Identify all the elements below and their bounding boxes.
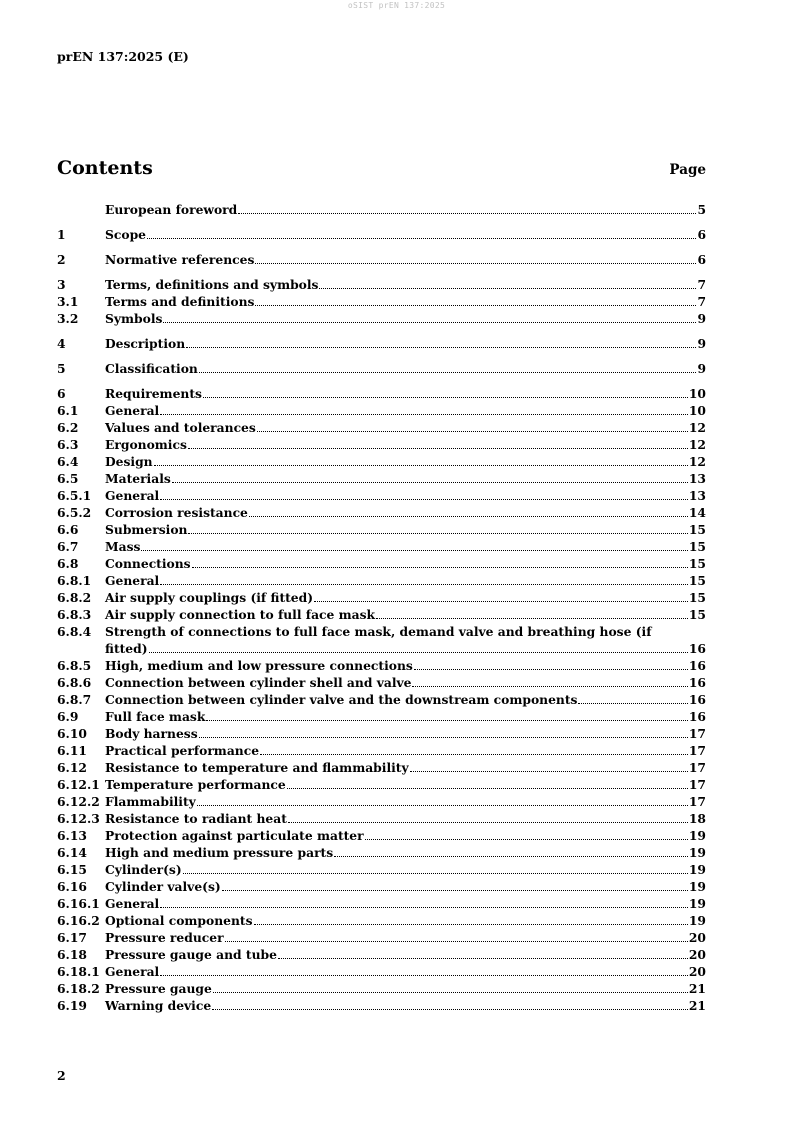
- toc-entry-page: 20: [688, 964, 706, 979]
- toc-entry-title: Resistance to radiant heat: [105, 811, 287, 826]
- dot-leader: [414, 669, 688, 670]
- toc-entry-number: 6.13: [57, 828, 87, 843]
- toc-entry[interactable]: [57, 251, 706, 268]
- toc-entry-title: Materials: [105, 471, 171, 486]
- toc-entry-title: Corrosion resistance: [105, 505, 248, 520]
- toc-entry-number: 6.11: [57, 743, 87, 758]
- dot-leader: [314, 601, 688, 602]
- toc-entry-title: Body harness: [105, 726, 198, 741]
- toc-entry-title: Description: [105, 336, 186, 351]
- toc-entry-title: Full face mask: [105, 709, 206, 724]
- dot-leader: [199, 372, 697, 373]
- toc-entry-number: 6.10: [57, 726, 87, 741]
- toc-entry-title: Connections: [105, 556, 191, 571]
- toc-entry-title: General: [105, 964, 160, 979]
- dot-leader: [257, 431, 688, 432]
- toc-entry-page: 13: [688, 488, 706, 503]
- toc-entry[interactable]: [57, 929, 706, 946]
- toc-entry-page: 21: [688, 981, 706, 996]
- dot-leader: [287, 788, 688, 789]
- toc-entry-number: 6.16: [57, 879, 87, 894]
- toc-entry-page: 6: [697, 252, 706, 267]
- toc-entry-number: 6.12: [57, 760, 87, 775]
- toc-entry-title: Mass: [105, 539, 141, 554]
- dot-leader: [160, 975, 688, 976]
- toc-entry[interactable]: [57, 385, 706, 402]
- dot-leader: [288, 822, 688, 823]
- toc-entry-number: 6.5.2: [57, 505, 92, 520]
- toc-entry-number: 6.2: [57, 420, 79, 435]
- dot-leader: [160, 584, 688, 585]
- toc-entry-number: 6.16.1: [57, 896, 100, 911]
- toc-entry[interactable]: [57, 878, 706, 895]
- toc-entry-number: 6.8.6: [57, 675, 92, 690]
- toc-entry-number: 6.1: [57, 403, 79, 418]
- toc-entry[interactable]: [57, 293, 706, 310]
- toc-entry-page: 17: [688, 777, 706, 792]
- toc-entry-title: Ergonomics: [105, 437, 187, 452]
- toc-entry-page: 17: [688, 794, 706, 809]
- toc-entry-title: Submersion: [105, 522, 188, 537]
- toc-entry-title: Air supply connection to full face mask: [105, 607, 376, 622]
- toc-entry-title: General: [105, 403, 160, 418]
- toc-entry-title: Cylinder valve(s): [105, 879, 221, 894]
- toc-entry-page: 16: [688, 709, 706, 724]
- toc-entry-title: Terms, definitions and symbols: [105, 277, 319, 292]
- toc-entry-page: 9: [697, 361, 706, 376]
- toc-entry-page: 12: [688, 437, 706, 452]
- toc-entry[interactable]: [57, 657, 706, 674]
- dot-leader: [186, 347, 696, 348]
- toc-entry[interactable]: [57, 606, 706, 623]
- toc-entry-page: 10: [688, 403, 706, 418]
- toc-entry-page: 13: [688, 471, 706, 486]
- toc-entry-number: 3: [57, 277, 66, 292]
- toc-entry-title: Classification: [105, 361, 198, 376]
- toc-entry-page: 18: [688, 811, 706, 826]
- toc-entry-number: 6.18: [57, 947, 87, 962]
- toc-entry[interactable]: [57, 201, 706, 218]
- toc-entry[interactable]: [57, 742, 706, 759]
- toc-entry[interactable]: [57, 776, 706, 793]
- toc-entry-title: Air supply couplings (if fitted): [105, 590, 314, 605]
- toc-entry-number: 6.8: [57, 556, 79, 571]
- toc-entry[interactable]: [57, 708, 706, 725]
- toc-entry[interactable]: [57, 997, 706, 1014]
- toc-entry[interactable]: [57, 725, 706, 742]
- dot-leader: [410, 771, 688, 772]
- dot-leader: [188, 448, 688, 449]
- toc-entry-number: 6.8.4: [57, 624, 92, 639]
- dot-leader: [249, 516, 688, 517]
- toc-entry[interactable]: [57, 623, 706, 657]
- toc-entry-title: High and medium pressure parts: [105, 845, 334, 860]
- toc-entry-title: Values and tolerances: [105, 420, 256, 435]
- toc-entry-title: Pressure reducer: [105, 930, 224, 945]
- toc-entry-title: Terms and definitions: [105, 294, 255, 309]
- dot-leader: [238, 213, 696, 214]
- toc-entry[interactable]: [57, 912, 706, 929]
- toc-entry-title: General: [105, 896, 160, 911]
- dot-leader: [254, 924, 688, 925]
- toc-entry[interactable]: [57, 861, 706, 878]
- toc-entry-page: 12: [688, 420, 706, 435]
- toc-entry[interactable]: [57, 793, 706, 810]
- toc-entry-number: 6.8.3: [57, 607, 92, 622]
- dot-leader: [278, 958, 688, 959]
- toc-entry-number: 6.12.2: [57, 794, 100, 809]
- toc-entry[interactable]: [57, 963, 706, 980]
- dot-leader: [147, 238, 696, 239]
- toc-entry[interactable]: [57, 674, 706, 691]
- toc-entry[interactable]: [57, 589, 706, 606]
- toc-entry-title: Pressure gauge and tube: [105, 947, 277, 962]
- toc-entry-number: 6.5.1: [57, 488, 92, 503]
- toc-entry-page: 15: [688, 539, 706, 554]
- dot-leader: [578, 703, 687, 704]
- dot-leader: [365, 839, 688, 840]
- toc-entry[interactable]: [57, 335, 706, 352]
- toc-entry-page: 19: [688, 879, 706, 894]
- dot-leader: [163, 322, 696, 323]
- toc-entry-page: 12: [688, 454, 706, 469]
- dot-leader: [192, 567, 688, 568]
- toc-entry[interactable]: [57, 521, 706, 538]
- dot-leader: [160, 907, 688, 908]
- toc-entry-number: 6.4: [57, 454, 79, 469]
- toc-entry-page: 7: [697, 294, 706, 309]
- toc-entry-number: 6.15: [57, 862, 87, 877]
- toc-entry-title: Connection between cylinder shell and valve: [105, 675, 412, 690]
- toc-entry-title: General: [105, 573, 160, 588]
- toc-entry-title: Connection between cylinder valve and the downstream components: [105, 692, 578, 707]
- toc-entry-number: 6.14: [57, 845, 87, 860]
- toc-entry-title: Optional components: [105, 913, 253, 928]
- dot-leader: [212, 1009, 688, 1010]
- toc-entry-number: 6.8.2: [57, 590, 92, 605]
- toc-entry-page: 17: [688, 743, 706, 758]
- toc-entry-page: 9: [697, 311, 706, 326]
- toc-entry[interactable]: [57, 844, 706, 861]
- dot-leader: [203, 397, 688, 398]
- toc-entry-title: Warning device: [105, 998, 212, 1013]
- toc-entry-number: 6.18.1: [57, 964, 100, 979]
- toc-entry-page: 20: [688, 930, 706, 945]
- toc-entry-title: Temperature performance: [105, 777, 286, 792]
- toc-entry[interactable]: [57, 470, 706, 487]
- toc-entry-page: 15: [688, 556, 706, 571]
- toc-entry-page: 17: [688, 760, 706, 775]
- toc-entry-title: Scope: [105, 227, 146, 242]
- toc-entry-page: 21: [688, 998, 706, 1013]
- dot-leader: [225, 941, 688, 942]
- dot-leader: [183, 873, 688, 874]
- toc-entry[interactable]: [57, 827, 706, 844]
- dot-leader: [213, 992, 688, 993]
- dot-leader: [160, 414, 688, 415]
- toc-entry-title: Design: [105, 454, 153, 469]
- toc-entry-page: 16: [688, 641, 706, 656]
- toc-entry-number: 6.18.2: [57, 981, 100, 996]
- dot-leader: [141, 550, 687, 551]
- toc-entry-number: 2: [57, 252, 66, 267]
- toc-entry-number: 5: [57, 361, 66, 376]
- toc-entry-title: Requirements: [105, 386, 202, 401]
- toc-entry[interactable]: [57, 759, 706, 776]
- dot-leader: [172, 482, 688, 483]
- toc-entry-title: General: [105, 488, 160, 503]
- toc-entry-title: Pressure gauge: [105, 981, 212, 996]
- toc-entry[interactable]: [57, 436, 706, 453]
- toc-entry[interactable]: [57, 504, 706, 521]
- toc-entry-number: 6.19: [57, 998, 87, 1013]
- toc-entry[interactable]: [57, 226, 706, 243]
- toc-entry[interactable]: [57, 980, 706, 997]
- toc-entry-page: 17: [688, 726, 706, 741]
- toc-entry-page: 19: [688, 828, 706, 843]
- toc-entry[interactable]: [57, 538, 706, 555]
- document-id: prEN 137:2025 (E): [57, 49, 189, 64]
- toc-entry-title-continued: fitted): [105, 641, 148, 656]
- dot-leader: [197, 805, 688, 806]
- toc-entry[interactable]: [57, 487, 706, 504]
- toc-entry-number: 3.2: [57, 311, 79, 326]
- toc-entry-title: Flammability: [105, 794, 196, 809]
- toc-entry-number: 6.17: [57, 930, 87, 945]
- dot-leader: [154, 465, 688, 466]
- toc-entry-title: Strength of connections to full face mask, demand valve and breathing hose (if: [105, 624, 652, 639]
- dot-leader: [260, 754, 688, 755]
- contents-title: Contents: [57, 157, 153, 179]
- contents-heading: [57, 157, 706, 179]
- toc-entry-number: 6.12.3: [57, 811, 100, 826]
- toc-entry-page: 16: [688, 675, 706, 690]
- toc-entry-number: 6: [57, 386, 66, 401]
- toc-entry-number: 3.1: [57, 294, 79, 309]
- toc-entry[interactable]: [57, 810, 706, 827]
- dot-leader: [319, 288, 696, 289]
- toc-entry-title: Normative references: [105, 252, 255, 267]
- toc-entry-page: 19: [688, 913, 706, 928]
- toc-entry-page: 14: [688, 505, 706, 520]
- toc-entry-title: European foreword: [105, 202, 238, 217]
- toc-entry-page: 19: [688, 862, 706, 877]
- toc-entry-number: 6.8.7: [57, 692, 92, 707]
- toc-entry-number: 6.5: [57, 471, 79, 486]
- toc-entry[interactable]: [57, 453, 706, 470]
- toc-entry[interactable]: [57, 419, 706, 436]
- toc-entry-title: Cylinder(s): [105, 862, 182, 877]
- toc-entry-page: 15: [688, 573, 706, 588]
- dot-leader: [412, 686, 687, 687]
- dot-leader: [149, 652, 688, 653]
- toc-entry-page: 5: [697, 202, 706, 217]
- toc-entry-page: 15: [688, 522, 706, 537]
- toc-entry-page: 6: [697, 227, 706, 242]
- toc-entry-page: 15: [688, 607, 706, 622]
- toc-entry-title: Resistance to temperature and flammability: [105, 760, 409, 775]
- toc-entry-page: 15: [688, 590, 706, 605]
- dot-leader: [222, 890, 688, 891]
- toc-entry[interactable]: [57, 895, 706, 912]
- toc-entry-page: 16: [688, 692, 706, 707]
- toc-entry[interactable]: [57, 555, 706, 572]
- page-number: 2: [57, 1068, 66, 1083]
- toc-entry-number: 6.16.2: [57, 913, 100, 928]
- toc-entry-number: 6.9: [57, 709, 79, 724]
- toc-entry-page: 7: [697, 277, 706, 292]
- toc-entry[interactable]: [57, 946, 706, 963]
- dot-leader: [334, 856, 688, 857]
- dot-leader: [160, 499, 688, 500]
- toc-entry[interactable]: [57, 691, 706, 708]
- dot-leader: [188, 533, 687, 534]
- toc-entry-page: 16: [688, 658, 706, 673]
- toc-entry-page: 19: [688, 845, 706, 860]
- dot-leader: [255, 305, 696, 306]
- watermark: oSIST prEN 137:2025: [347, 1, 446, 10]
- toc-entry-number: 6.8.1: [57, 573, 92, 588]
- toc-entry-number: 1: [57, 227, 66, 242]
- toc-entry[interactable]: [57, 310, 706, 327]
- toc-entry-title: Symbols: [105, 311, 163, 326]
- toc-entry-number: 6.6: [57, 522, 79, 537]
- dot-leader: [199, 737, 688, 738]
- toc-entry-page: 19: [688, 896, 706, 911]
- toc-entry-title: Practical performance: [105, 743, 260, 758]
- dot-leader: [255, 263, 696, 264]
- toc-entry-number: 6.3: [57, 437, 79, 452]
- toc-entry-page: 20: [688, 947, 706, 962]
- toc-entry[interactable]: [57, 572, 706, 589]
- toc-entry-number: 6.12.1: [57, 777, 100, 792]
- toc-entry[interactable]: [57, 360, 706, 377]
- toc-entry[interactable]: [57, 402, 706, 419]
- dot-leader: [206, 720, 688, 721]
- table-of-contents: [57, 201, 706, 1014]
- page-column-label: Page: [669, 162, 706, 178]
- toc-entry-page: 10: [688, 386, 706, 401]
- dot-leader: [376, 618, 688, 619]
- toc-entry-number: 6.7: [57, 539, 79, 554]
- toc-entry-title: High, medium and low pressure connections: [105, 658, 413, 673]
- toc-entry-number: 6.8.5: [57, 658, 92, 673]
- toc-entry[interactable]: [57, 276, 706, 293]
- toc-entry-page: 9: [697, 336, 706, 351]
- toc-entry-number: 4: [57, 336, 66, 351]
- toc-entry-title: Protection against particulate matter: [105, 828, 364, 843]
